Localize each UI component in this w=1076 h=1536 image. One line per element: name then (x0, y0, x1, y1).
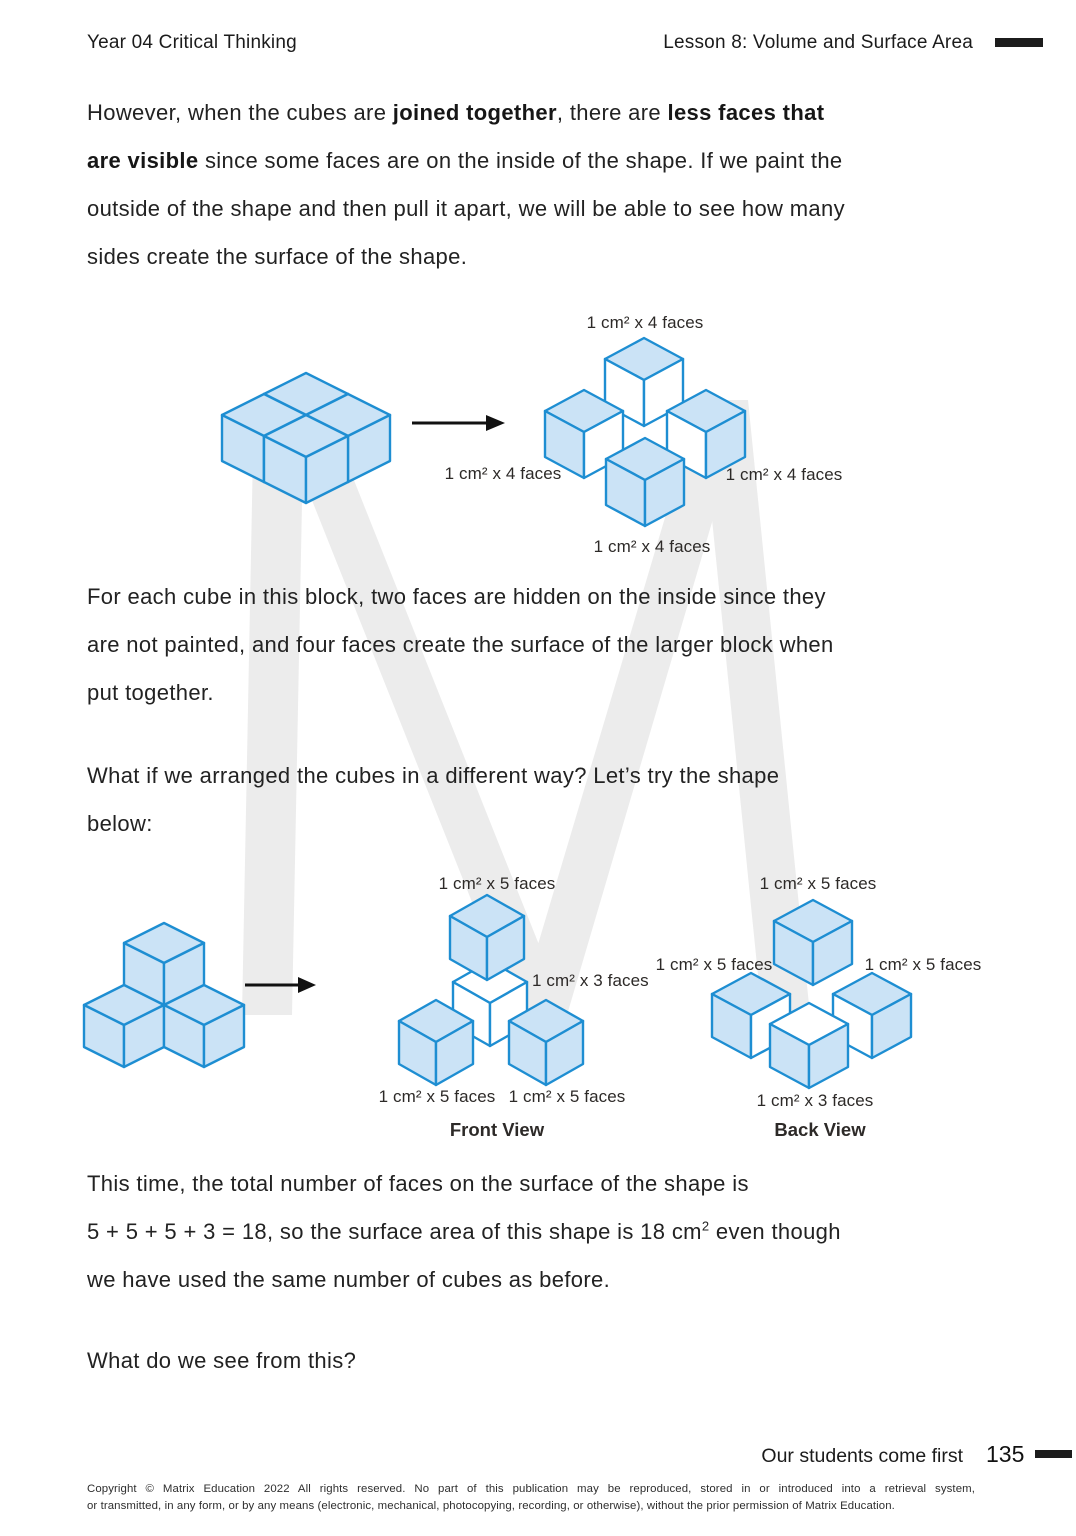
front-label-top: 1 cm² x 5 faces (438, 874, 556, 893)
text-line: are visible since some faces are on the inside of the shape. If we paint the (87, 148, 843, 173)
header-lesson-title: Lesson 8: Volume and Surface Area (663, 32, 973, 53)
back-label-left: 1 cm² x 5 faces (655, 955, 773, 974)
front-label-bottom-left: 1 cm² x 5 faces (378, 1087, 496, 1106)
front-view-caption: Front View (449, 1119, 545, 1140)
text-line: below: (87, 811, 153, 836)
paragraph-hidden-faces (87, 573, 1007, 717)
paragraph-intro (87, 89, 1007, 281)
copyright-line: Copyright © Matrix Education 2022 All rights reserved. No part of this publication may be reproduced, stored in or introduced into a retrieval system, (87, 1483, 975, 1495)
text-line: However, when the cubes are joined together, there are less faces that (87, 100, 825, 125)
arrow-right-icon-d1 (412, 415, 505, 431)
footer-accent-bar (1035, 1450, 1072, 1458)
cube-compound-tripod (84, 923, 244, 1067)
header-course-title: Year 04 Critical Thinking (87, 32, 297, 53)
paragraph-total-faces (87, 1160, 1007, 1304)
d1-label-top: 1 cm² x 4 faces (586, 313, 704, 332)
header-accent-bar (995, 38, 1043, 47)
text-line: This time, the total number of faces on the surface of the shape is (87, 1171, 749, 1196)
d1-label-right: 1 cm² x 4 faces (725, 465, 843, 484)
superscript-two: 2 (701, 1218, 710, 1234)
text-line: are not painted, and four faces create the surface of the larger block when (87, 632, 834, 657)
back-label-right: 1 cm² x 5 faces (864, 955, 982, 974)
footer-tagline: Our students come first (761, 1445, 963, 1467)
text-line: For each cube in this block, two faces are hidden on the inside since they (87, 584, 826, 609)
copyright-line: or transmitted, in any form, or by any means (electronic, mechanical, photocopying, recording, or otherwise), without the prior permission of Matrix Education. (87, 1500, 895, 1512)
text-line: What if we arranged the cubes in a different way? Let’s try the shape (87, 763, 780, 788)
paragraph-rearrange (87, 752, 1007, 848)
text-line: we have used the same number of cubes as before. (87, 1267, 611, 1292)
text-line: What do we see from this? (87, 1348, 357, 1373)
cube-block-2x2 (222, 373, 390, 503)
front-label-bottom-right: 1 cm² x 5 faces (508, 1087, 626, 1106)
text-line: sides create the surface of the shape. (87, 244, 468, 269)
back-label-bottom: 1 cm² x 3 faces (756, 1091, 874, 1110)
paragraph-question (87, 1337, 1007, 1385)
back-view-cubes (712, 900, 911, 1088)
d1-label-left: 1 cm² x 4 faces (444, 464, 562, 483)
page-number: 135 (986, 1441, 1025, 1467)
text-line: put together. (87, 680, 214, 705)
front-label-right: 1 cm² x 3 faces (532, 971, 649, 990)
back-view-caption: Back View (774, 1119, 866, 1140)
text-line: 5 + 5 + 5 + 3 = 18, so the surface area of this shape is 18 $cm^2$ even though (87, 1218, 841, 1244)
copyright-notice (87, 1481, 975, 1515)
text-line: outside of the shape and then pull it apart, we will be able to see how many (87, 196, 845, 221)
back-label-top: 1 cm² x 5 faces (759, 874, 877, 893)
d1-label-bottom: 1 cm² x 4 faces (593, 537, 711, 556)
